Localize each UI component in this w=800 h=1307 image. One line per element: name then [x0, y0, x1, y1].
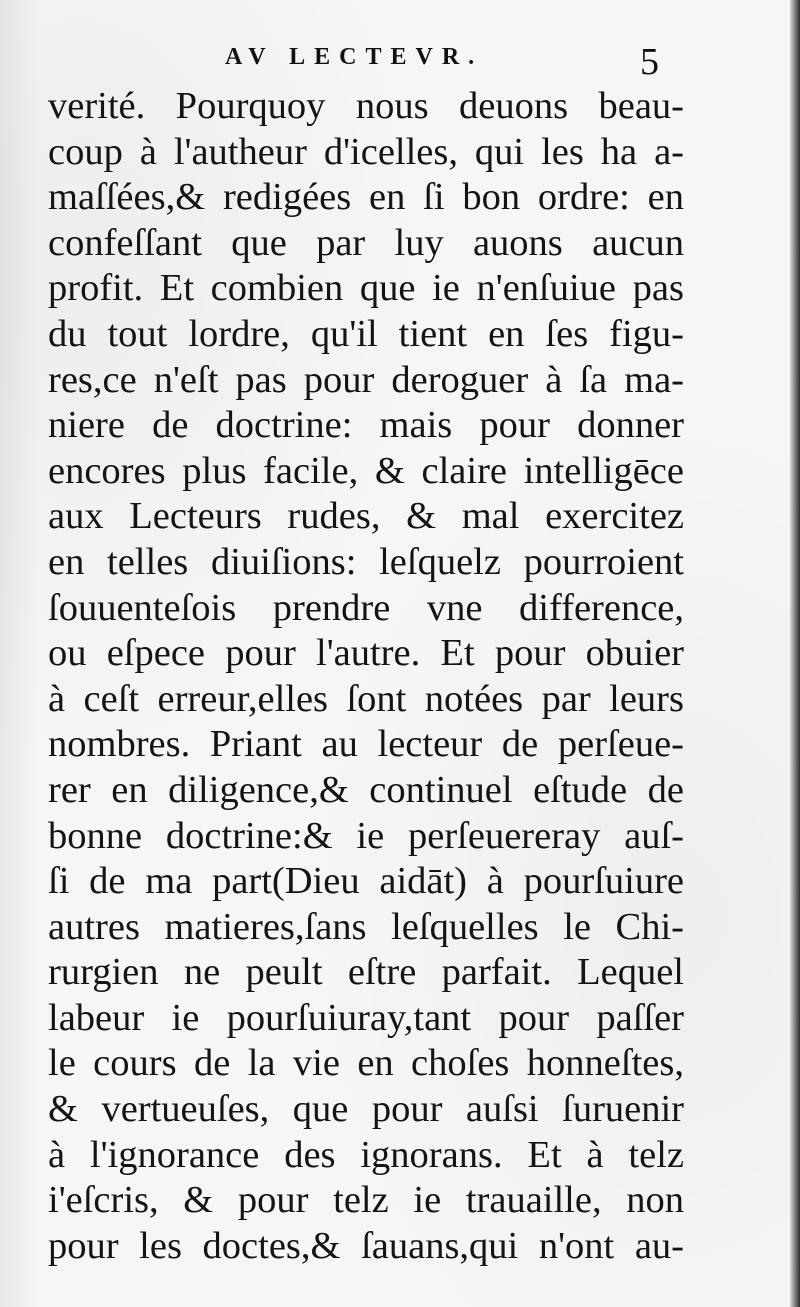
text-line: autres matieres,ſans leſquelles le Chi- [48, 905, 684, 948]
text-line: verité. Pourquoy nous deuons beau- [48, 85, 684, 127]
page-edge-shadow [790, 0, 800, 1307]
body-text [48, 84, 688, 1269]
text-line: en telles diuiſions: leſquelz pourroient [48, 540, 684, 583]
text-line: ſouuenteſois prendre vne difference, [48, 586, 684, 629]
text-line: à ceſt erreur,elles ſont notées par leurs [48, 677, 684, 720]
text-line: le cours de la vie en choſes honneſtes, [48, 1042, 684, 1085]
text-line: encores plus facile, & claire intelligēce [48, 449, 684, 492]
text-line: i'eſcris, & pour telz ie trauaille, non [48, 1179, 684, 1222]
text-line: aux Lecteurs rudes, & mal exercitez [48, 495, 684, 538]
text-line: coup à l'autheur d'icelles, qui les ha a- [48, 130, 684, 173]
text-line: ſi de ma part(Dieu aidāt) à pourſuiure [48, 860, 684, 903]
running-head: AV LECTEVR. [225, 44, 484, 70]
text-line: profit. Et combien que ie n'enſuiue pas [48, 267, 684, 310]
text-line: niere de doctrine: mais pour donner [48, 404, 684, 447]
text-line: rer en diligence,& continuel eſtude de [48, 768, 684, 811]
text-line: du tout lordre, qu'il tient en ſes figu- [48, 312, 684, 355]
text-line: maſſées,& redigées en ſi bon ordre: en [48, 176, 684, 219]
text-line: nombres. Priant au lecteur de perſeue- [48, 723, 684, 766]
text-line: rurgien ne peult eſtre parfait. Lequel [48, 951, 684, 994]
text-line: labeur ie pourſuiuray,tant pour paſſer [48, 996, 684, 1039]
text-line: ou eſpece pour l'autre. Et pour obuier [48, 632, 684, 675]
text-line: pour les doctes,& ſauans,qui n'ont au- [48, 1224, 684, 1267]
text-line: & vertueuſes, que pour auſsi ſuruenir [48, 1088, 684, 1131]
text-line: bonne doctrine:& ie perſeuereray auſ- [48, 814, 684, 857]
page-number: 5 [640, 41, 659, 83]
text-line: à l'ignorance des ignorans. Et à telz [48, 1133, 684, 1176]
text-line: res,ce n'eſt pas pour deroguer à ſa ma- [48, 358, 684, 401]
text-line: confeſſant que par luy auons aucun [48, 221, 684, 264]
